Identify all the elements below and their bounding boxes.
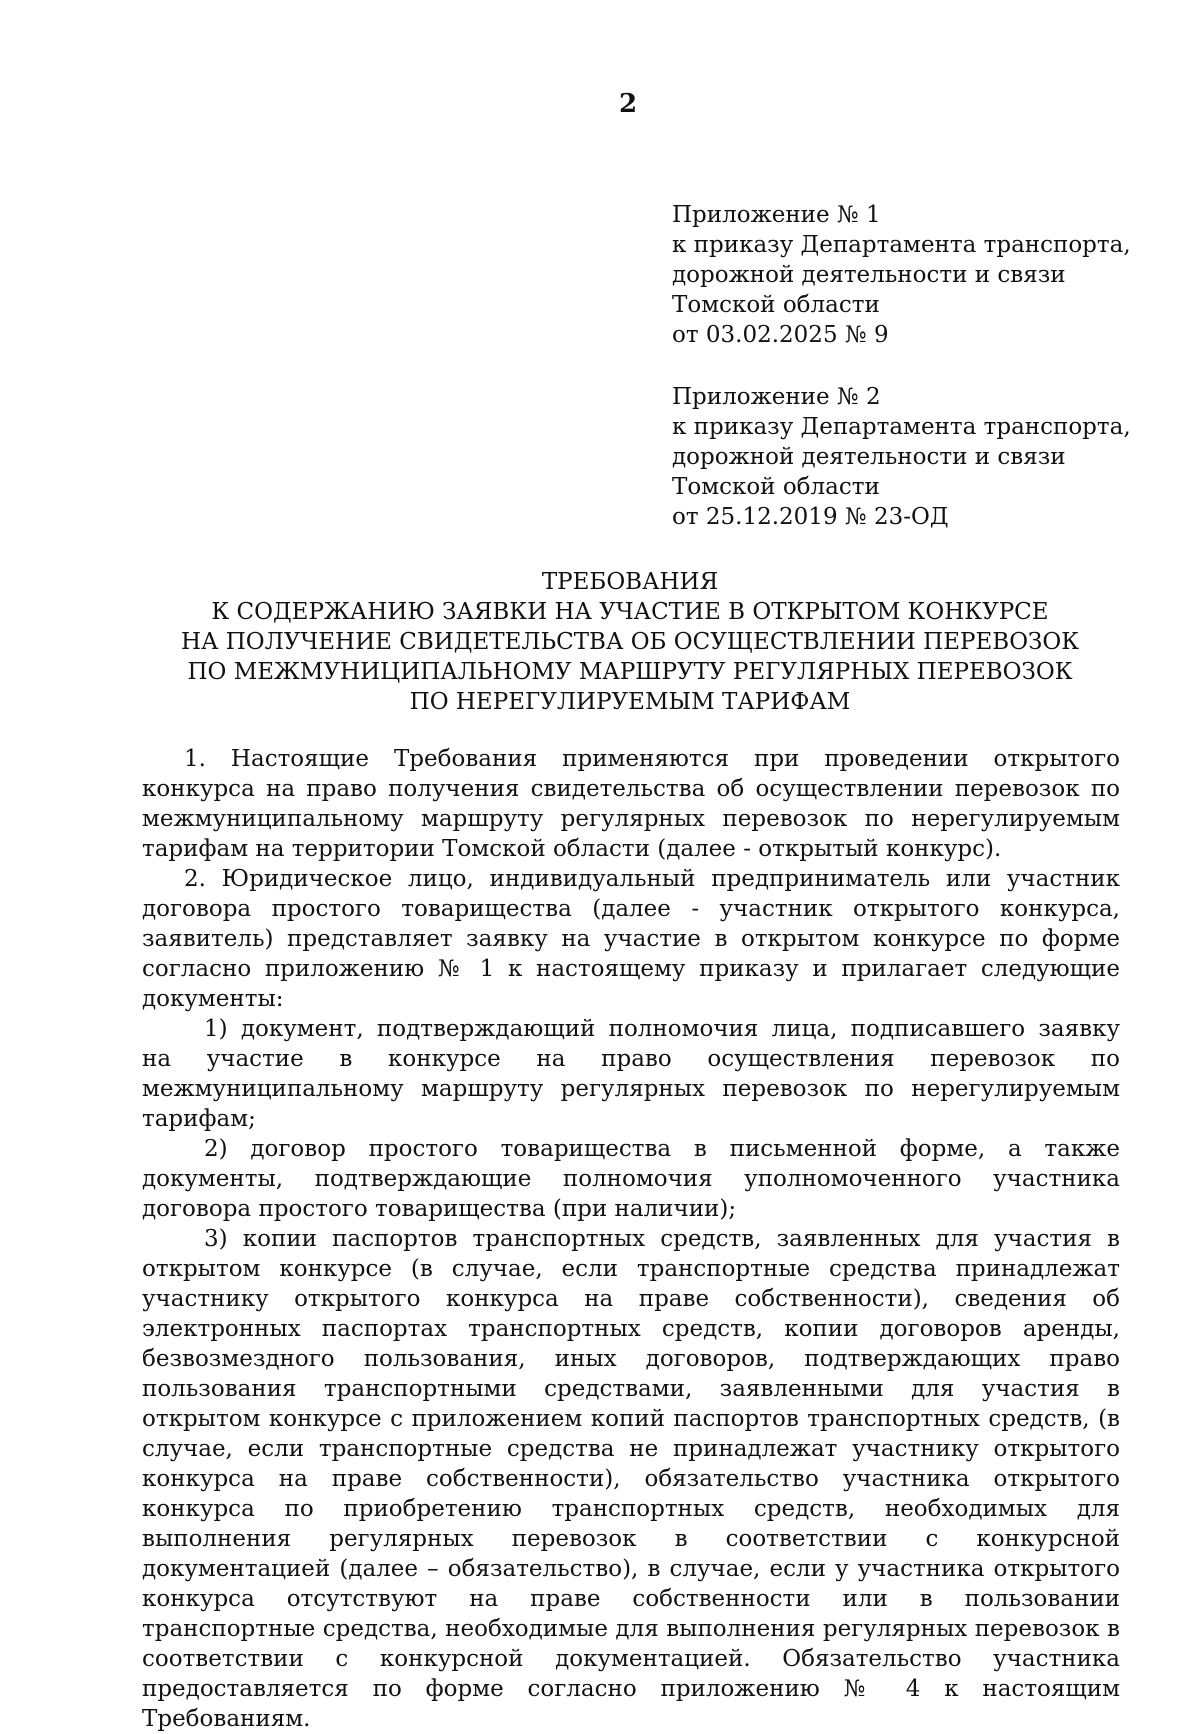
appendix-2-header xyxy=(672,382,1172,532)
appendix-1-line: Приложение № 1 xyxy=(672,202,881,228)
list-item-2: 2) договор простого товарищества в письменной форме, а также документы, подтверждающие полномочия уполномоченного участника договора простого товарищества (при наличии); xyxy=(142,1136,1120,1222)
page-number: 2 xyxy=(618,89,638,119)
paragraph-1: 1. Настоящие Требования применяются при проведении открытого конкурса на право получения свидетельства об осуществлении перевозок по межмуниципальному маршруту регулярных перевозок по нерегулируемым тарифам на территории Томской области (далее - открытый конкурс). xyxy=(142,746,1120,862)
appendix-2-line: к приказу Департамента транспорта, xyxy=(672,414,1131,440)
title-line: ПО НЕРЕГУЛИРУЕМЫМ ТАРИФАМ xyxy=(409,689,851,715)
title-line: ПО МЕЖМУНИЦИПАЛЬНОМУ МАРШРУТУ РЕГУЛЯРНЫХ ПЕРЕВОЗОК xyxy=(187,659,1073,685)
appendix-1-line: Томской области xyxy=(672,292,880,318)
document-body xyxy=(142,744,1120,1734)
appendix-1-line: дорожной деятельности и связи xyxy=(672,262,1066,288)
list-item-3: 3) копии паспортов транспортных средств, заявленных для участия в открытом конкурсе (в случае, если транспортные средства принадлежат участнику открытого конкурса на праве собственности), сведения об электронных паспортах транспортных средств, копии договоров аренды, безвозмездного пользования, иных договоров, подтверждающих право пользования транспортными средствами, заявленными для участия в открытом конкурсе с приложением копий паспортов транспортных средств, (в случае, если транспортные средства не принадлежат участнику открытого конкурса на праве собственности), обязательство участника открытого конкурса по приобретению транспортных средств, необходимых для выполнения регулярных перевозок в соответствии с конкурсной документацией (далее – обязательство), в случае, если у участника открытого конкурса отсутствуют на праве собственности или в пользовании транспортные средства, необходимые для выполнения регулярных перевозок в соответствии с конкурсной документацией. Обязательство участника предоставляется по форме согласно приложению № 4 к настоящим Требованиям. xyxy=(142,1226,1120,1732)
document-title xyxy=(140,567,1120,717)
appendix-2-line: дорожной деятельности и связи xyxy=(672,444,1066,470)
list-item-1: 1) документ, подтверждающий полномочия лица, подписавшего заявку на участие в конкурсе на право осуществления перевозок по межмуниципальному маршруту регулярных перевозок по нерегулируемым тарифам; xyxy=(142,1016,1120,1132)
title-line: К СОДЕРЖАНИЮ ЗАЯВКИ НА УЧАСТИЕ В ОТКРЫТОМ КОНКУРСЕ xyxy=(211,599,1049,625)
title-line: НА ПОЛУЧЕНИЕ СВИДЕТЕЛЬСТВА ОБ ОСУЩЕСТВЛЕНИИ ПЕРЕВОЗОК xyxy=(180,629,1080,655)
appendix-2-line: Томской области xyxy=(672,474,880,500)
appendix-2-line: Приложение № 2 xyxy=(672,384,881,410)
appendix-1-header xyxy=(672,200,1172,350)
paragraph-2: 2. Юридическое лицо, индивидуальный предприниматель или участник договора простого товарищества (далее - участник открытого конкурса, заявитель) представляет заявку на участие в открытом конкурсе по форме согласно приложению № 1 к настоящему приказу и прилагает следующие документы: xyxy=(142,866,1120,1012)
appendix-1-line: от 03.02.2025 № 9 xyxy=(672,322,889,348)
appendix-2-line: от 25.12.2019 № 23-ОД xyxy=(672,504,949,530)
appendix-1-line: к приказу Департамента транспорта, xyxy=(672,232,1131,258)
title-line: ТРЕБОВАНИЯ xyxy=(541,569,719,595)
